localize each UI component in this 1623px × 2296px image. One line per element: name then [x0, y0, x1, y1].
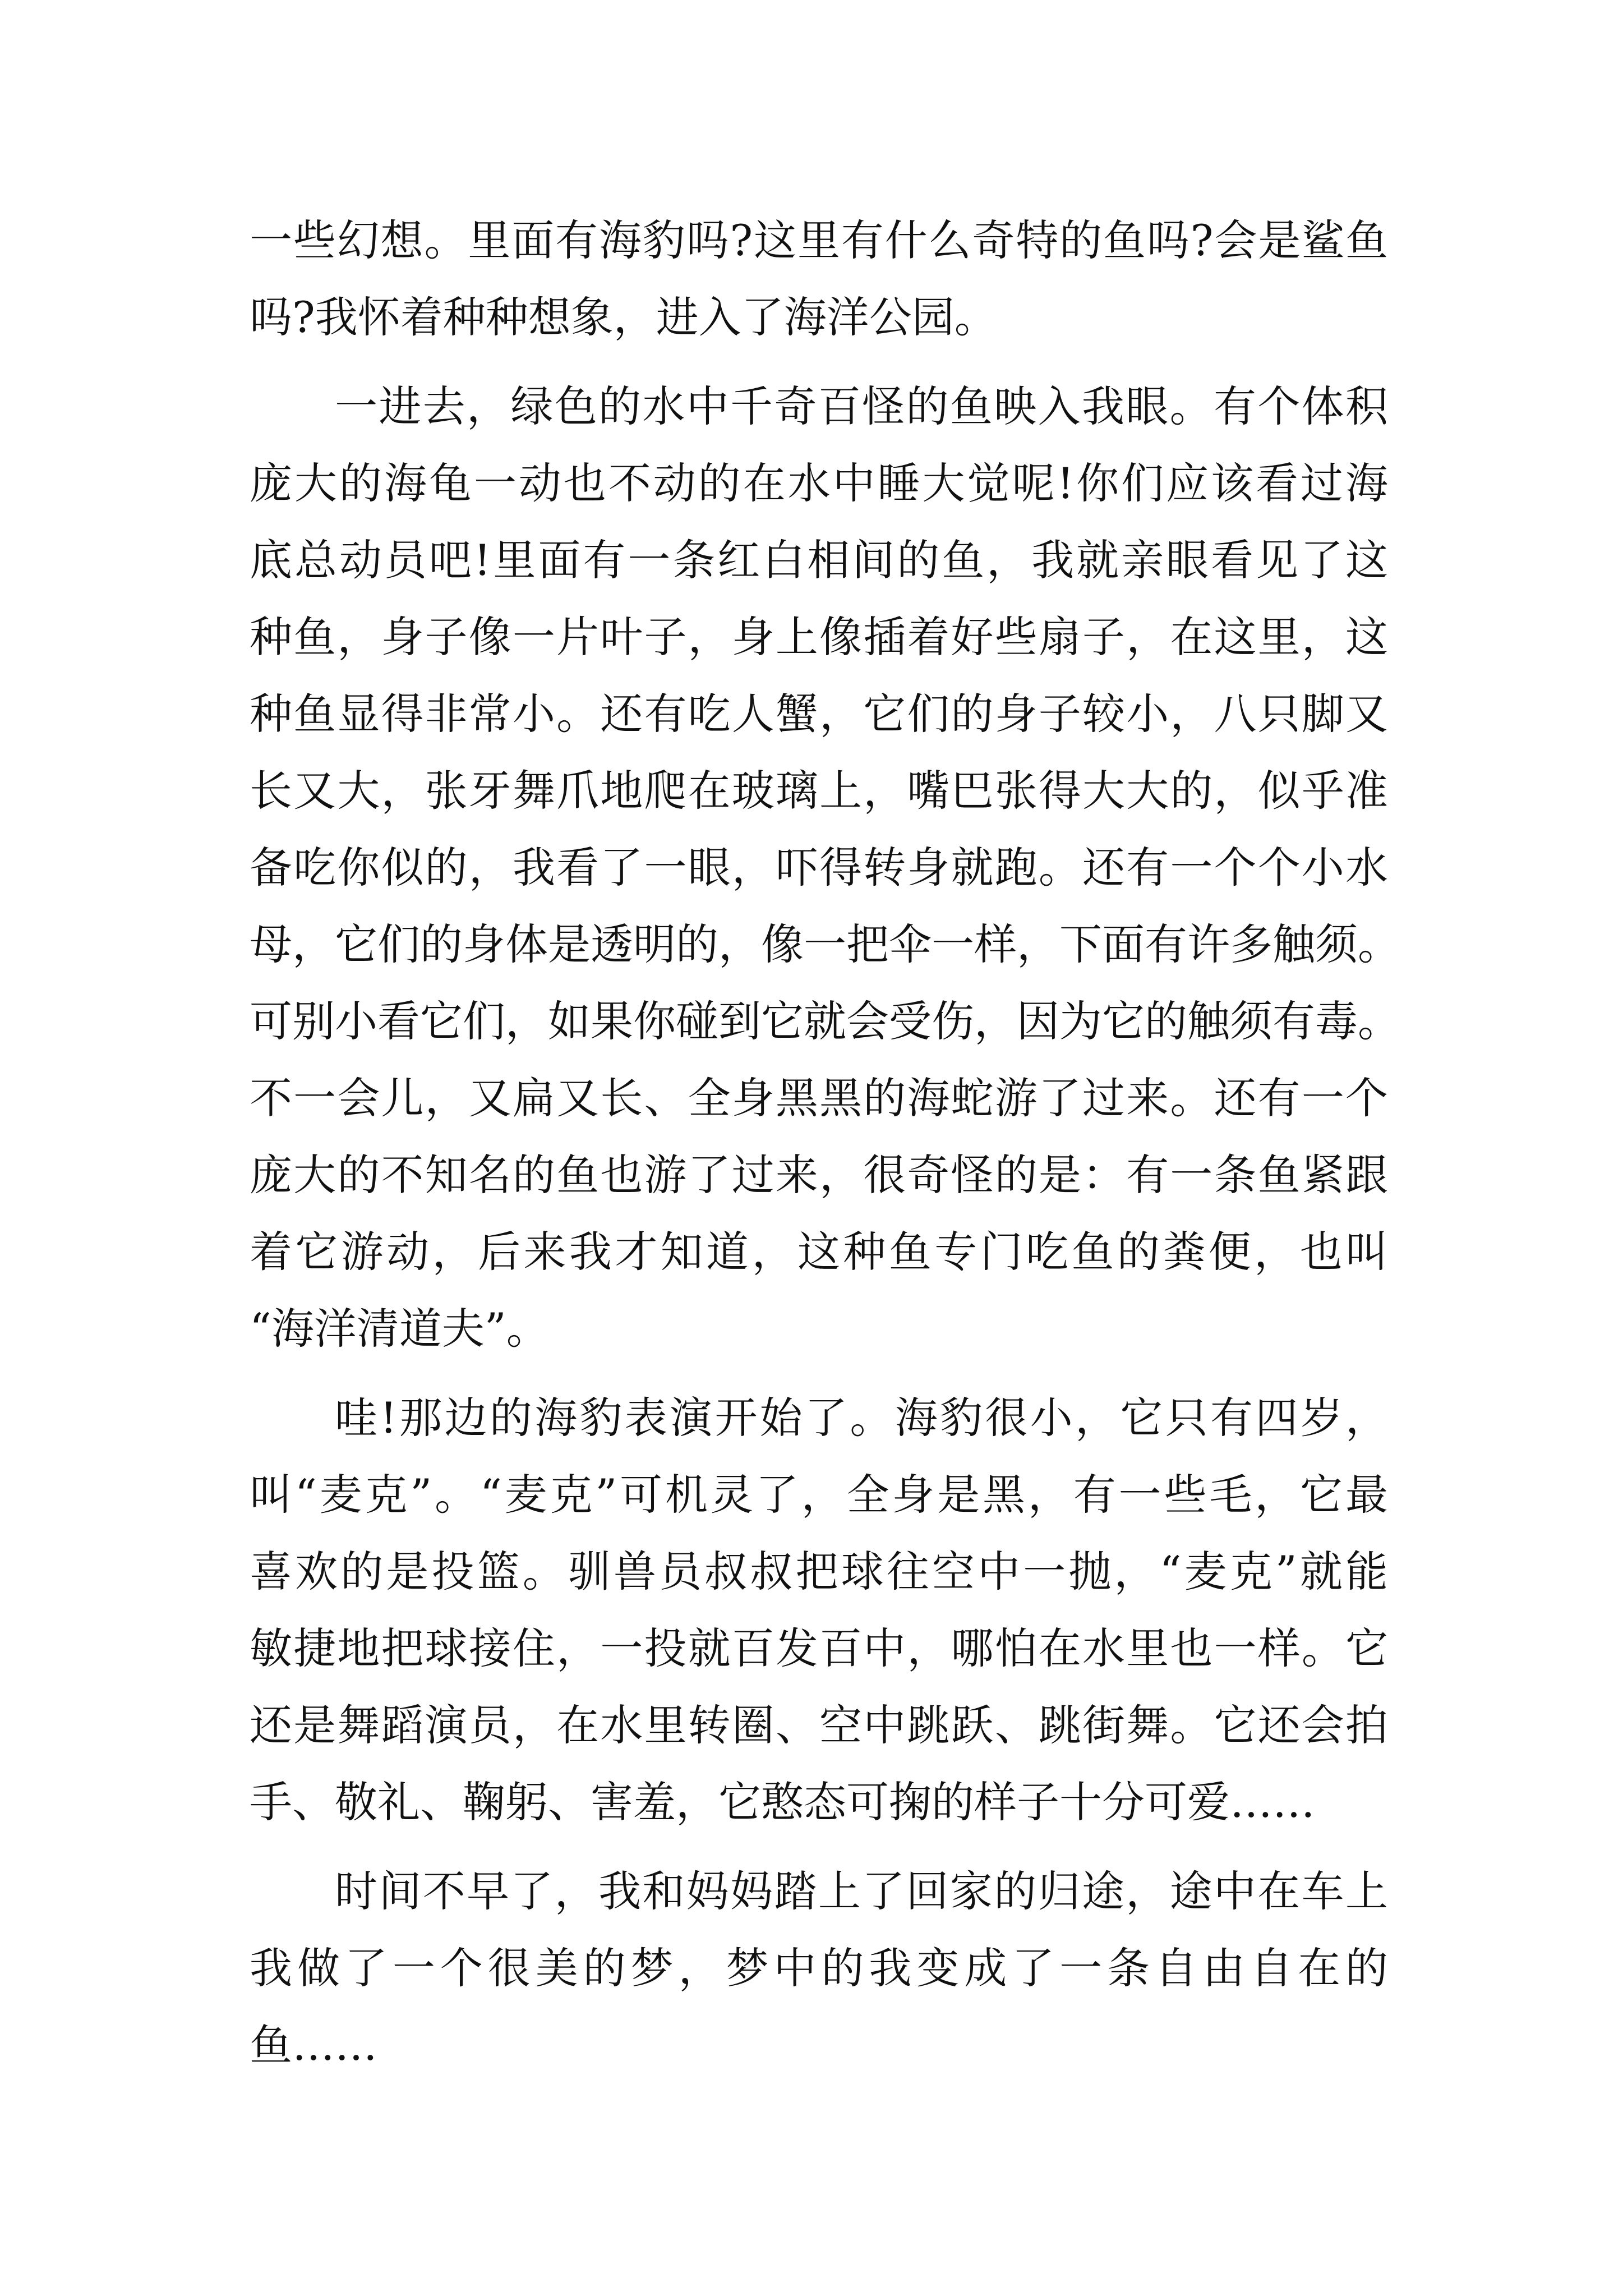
text-line: 手、敬礼、鞠躬、害羞，它憨态可掬的样子十分可爱……: [250, 1777, 1315, 1827]
text-line: 喜欢的是投篮。驯兽员叔叔把球往空中一抛，“麦克”就能: [250, 1547, 1388, 1596]
text-line: 种鱼显得非常小。还有吃人蟹，它们的身子较小，八只脚又: [250, 689, 1388, 739]
paragraph-4: [250, 1853, 1388, 2083]
text-line: 着它游动，后来我才知道，这种鱼专门吃鱼的粪便，也叫: [250, 1227, 1388, 1277]
text-line: 不一会儿，又扁又长、全身黑黑的海蛇游了过来。还有一个: [250, 1073, 1388, 1123]
text-line: 还是舞蹈演员，在水里转圈、空中跳跃、跳街舞。它还会拍: [250, 1700, 1388, 1750]
paragraph-3: [250, 1379, 1388, 1841]
text-line: 敏捷地把球接住，一投就百发百中，哪怕在水里也一样。它: [250, 1623, 1388, 1673]
text-line: 底总动员吧!里面有一条红白相间的鱼，我就亲眼看见了这: [250, 535, 1388, 585]
text-line: 一进去，绿色的水中千奇百怪的鱼映入我眼。有个体积: [335, 381, 1388, 431]
text-line: 种鱼，身子像一片叶子，身上像插着好些扇子，在这里，这: [250, 612, 1388, 662]
text-line: 叫“麦克”。“麦克”可机灵了，全身是黑，有一些毛，它最: [250, 1470, 1388, 1520]
paragraph-2: [250, 368, 1400, 1367]
paragraph-spacing: [250, 1841, 1388, 1853]
paragraph-1: [250, 202, 1388, 356]
text-line: “海洋清道夫”。: [250, 1304, 549, 1354]
text-line: 备吃你似的，我看了一眼，吓得转身就跑。还有一个个小水: [250, 843, 1388, 892]
essay-body: [250, 202, 1400, 2083]
text-line: 我做了一个很美的梦，梦中的我变成了一条自由自在的: [250, 1943, 1388, 1993]
text-line: 庞大的海龟一动也不动的在水中睡大觉呢!你们应该看过海: [250, 458, 1388, 508]
text-line: 可别小看它们，如果你碰到它就会受伤，因为它的触须有毒。: [250, 996, 1400, 1046]
text-line: 吗?我怀着种种想象，进入了海洋公园。: [250, 292, 997, 342]
text-line: 长又大，张牙舞爪地爬在玻璃上，嘴巴张得大大的，似乎准: [250, 766, 1388, 816]
text-line: 庞大的不知名的鱼也游了过来，很奇怪的是：有一条鱼紧跟: [250, 1150, 1388, 1200]
text-line: 时间不早了，我和妈妈踏上了回家的归途，途中在车上: [335, 1866, 1388, 1916]
text-line: 母，它们的身体是透明的，像一把伞一样，下面有许多触须。: [250, 919, 1400, 969]
text-line: 哇!那边的海豹表演开始了。海豹很小，它只有四岁，: [335, 1393, 1388, 1443]
paragraph-spacing: [250, 356, 1388, 368]
paragraph-spacing: [250, 1367, 1388, 1379]
text-line: 鱼……: [250, 2020, 377, 2070]
text-line: 一些幻想。里面有海豹吗?这里有什么奇特的鱼吗?会是鲨鱼: [250, 215, 1388, 265]
